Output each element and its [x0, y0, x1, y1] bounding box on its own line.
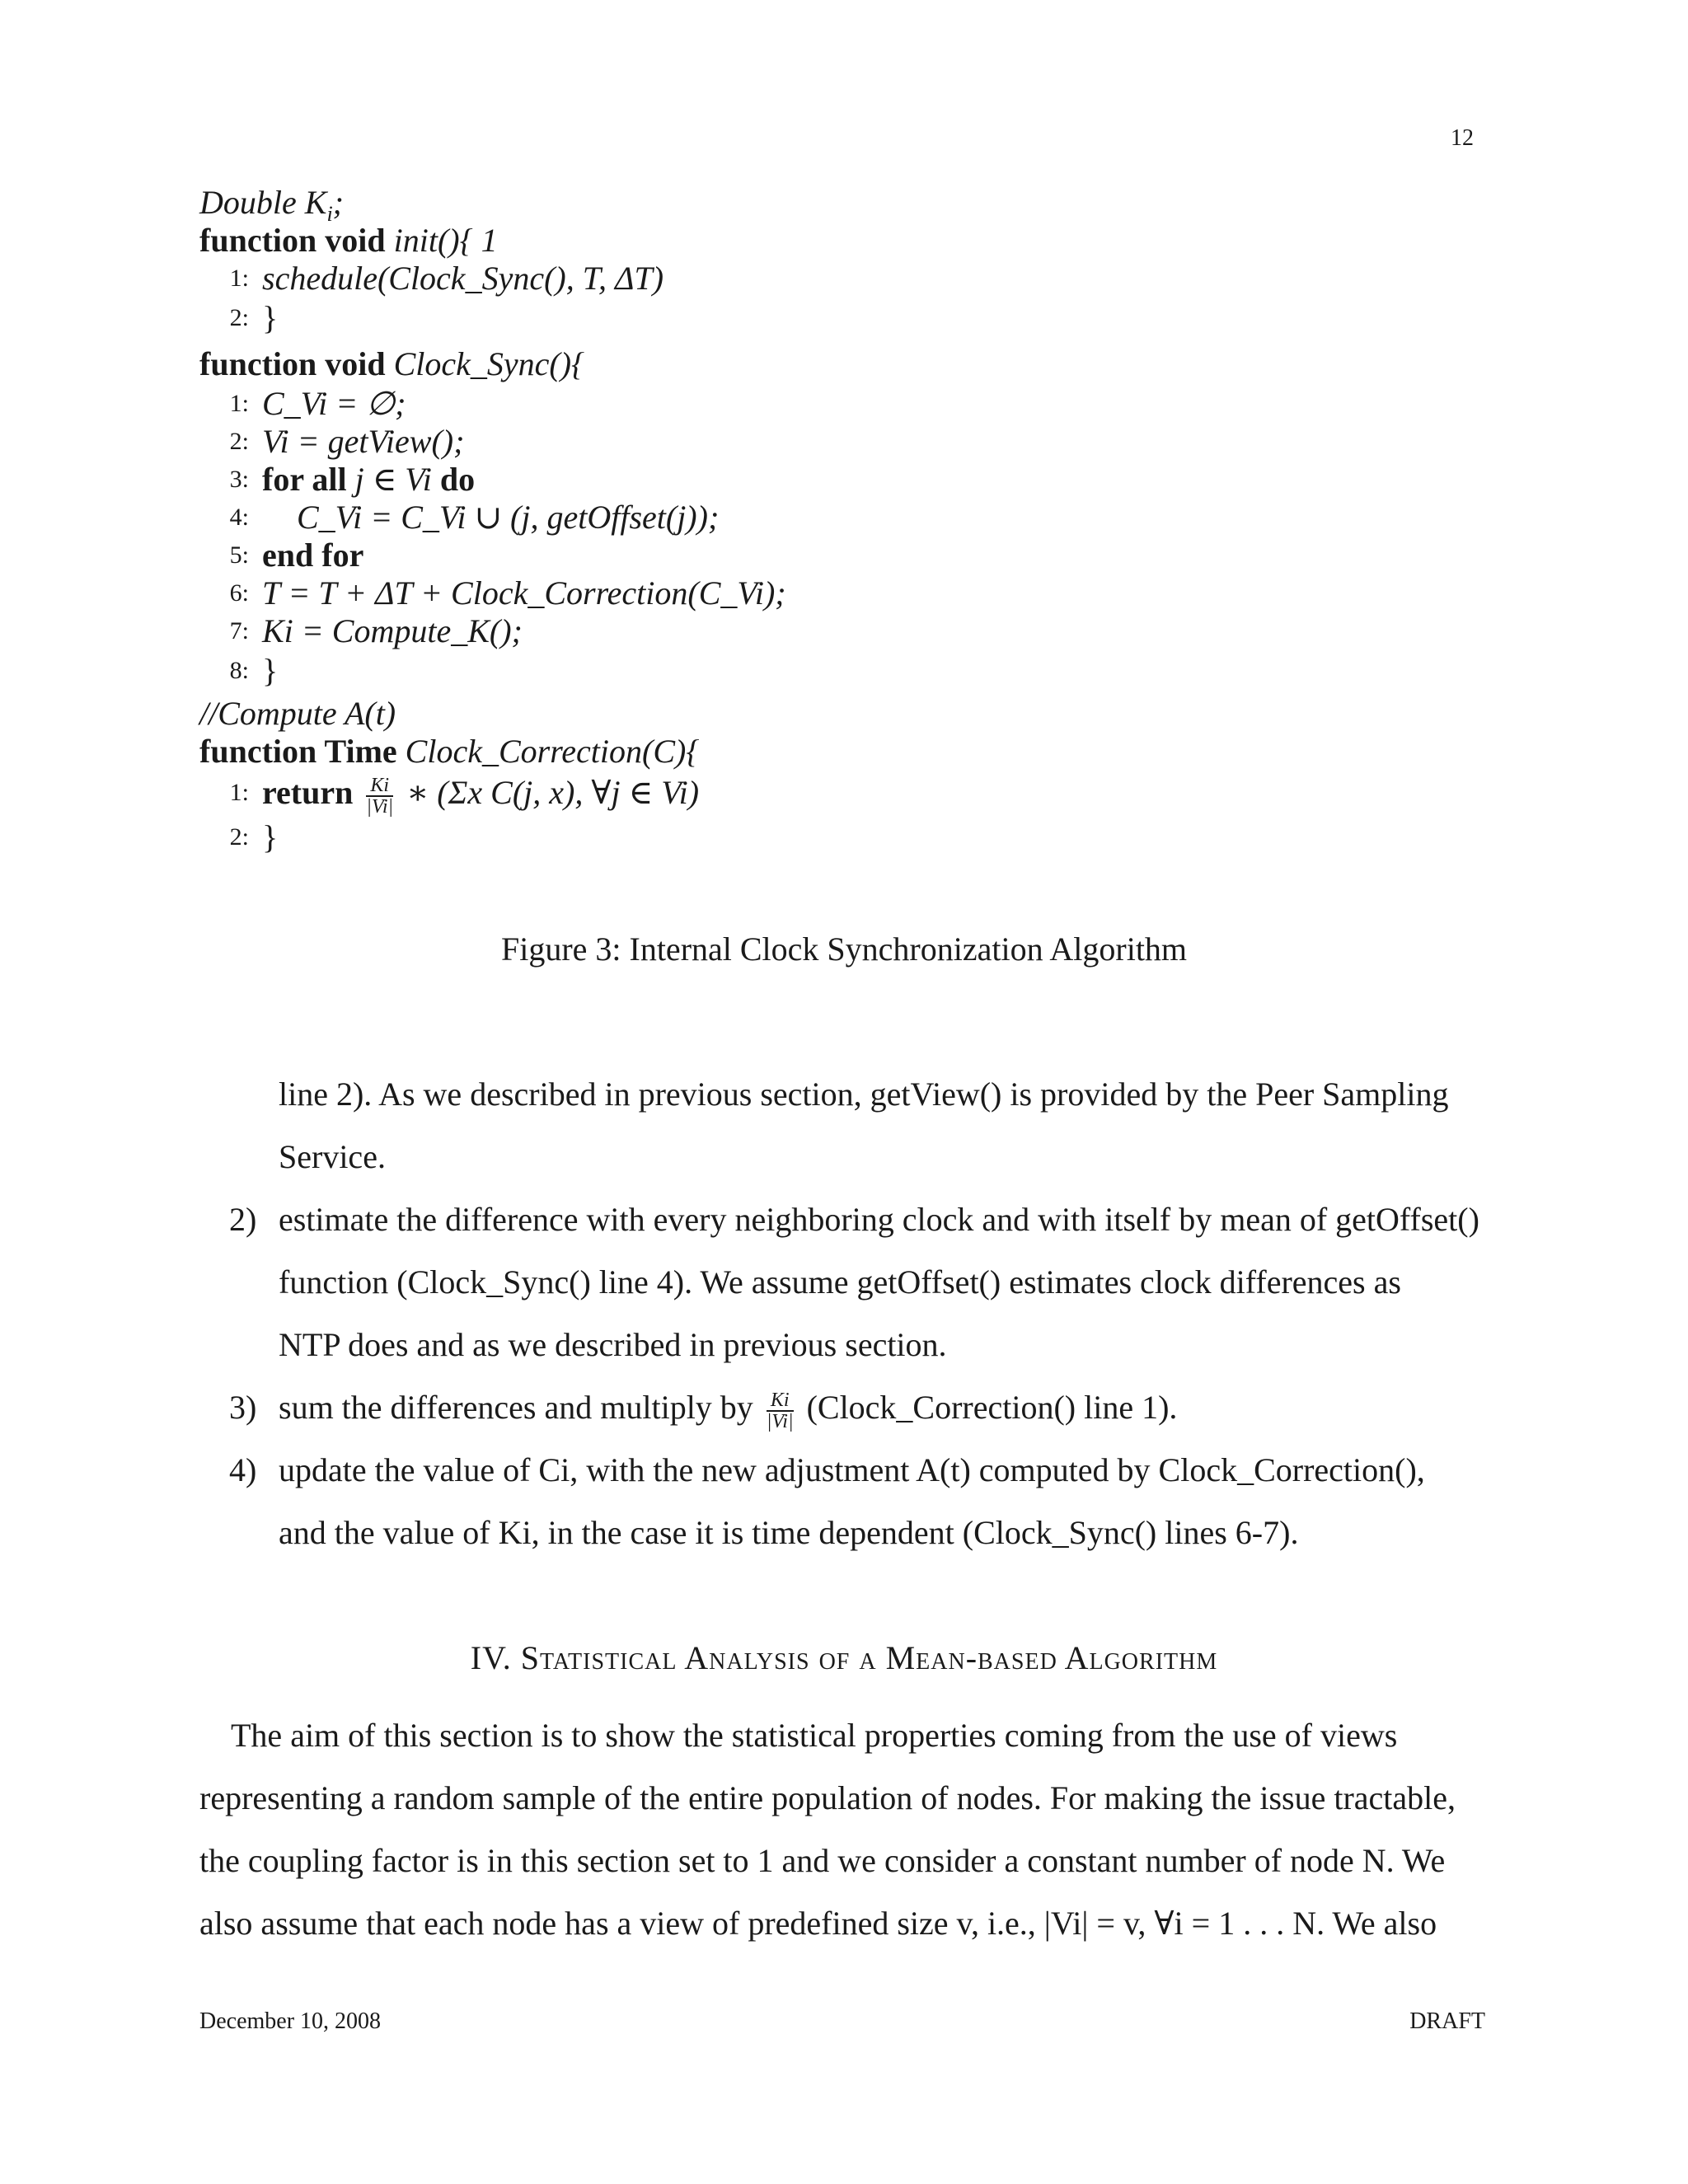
- body-line-4: also assume that each node has a view of predefined size v, i.e., |Vi| = v, ∀i = 1 . . . N. We also: [199, 1905, 1437, 1942]
- item-number-2: 2): [229, 1201, 257, 1238]
- item-4-line-2: and the value of Ki, in the case it is time dependent (Clock_Sync() lines 6-7).: [279, 1514, 1299, 1551]
- item-number-4: 4): [229, 1451, 257, 1488]
- item-2-line-3: NTP does and as we described in previous section.: [279, 1326, 947, 1363]
- body-line-1: The aim of this section is to show the statistical properties coming from the use of views: [231, 1717, 1398, 1754]
- figure-caption: Figure 3: Internal Clock Synchronization Algorithm: [500, 930, 1188, 968]
- body-line-3: the coupling factor is in this section set to 1 and we consider a constant number of node N. We: [199, 1842, 1446, 1879]
- item-3-line-1: sum the differences and multiply by $\frac{Ki}{|Vi|}$ (Clock_Correction() line 1).: [279, 1389, 1178, 1432]
- fraction: $\frac{Ki}{|Vi|}$: [366, 774, 394, 818]
- footer-status: DRAFT: [1409, 2008, 1485, 2034]
- comment-line: //Compute A(t): [199, 695, 396, 732]
- footer-date: December 10, 2008: [199, 2008, 382, 2034]
- correction-header: function Time Clock_Correction(C){: [199, 733, 700, 770]
- continuation-line-1: line 2). As we described in previous section, getView() is provided by the Peer Sampling: [279, 1076, 1449, 1113]
- sync-header: function void Clock_Sync(){: [199, 345, 585, 382]
- section-heading: IV. Statistical Analysis of a Mean-based Algorithm: [470, 1639, 1218, 1676]
- item-4-line-1: update the value of Ci, with the new adjustment A(t) computed by Clock_Correction(),: [279, 1451, 1425, 1488]
- item-2-line-2: function (Clock_Sync() line 4). We assume getOffset() estimates clock differences as: [279, 1263, 1401, 1301]
- item-2-line-1: estimate the difference with every neighboring clock and with itself by mean of getOffset(): [279, 1201, 1479, 1238]
- body-line-2: representing a random sample of the entire population of nodes. For making the issue tractable,: [199, 1779, 1456, 1816]
- init-header: function void init(){ 1: [199, 222, 498, 259]
- continuation-line-2: Service.: [279, 1138, 386, 1175]
- fraction: $\frac{Ki}{|Vi|}$: [766, 1389, 794, 1432]
- declaration: Double $K_i$;: [199, 184, 344, 226]
- paper-page: 12 Double $K_i$; function void init(){ 1 1: schedule(Clock_Sync(), T, ΔT) 2: } function void Clock_Sync(){ 1: C_Vi = ∅; 2: Vi = getView(); 3: for all j ∈ Vi do 4: C_Vi = C_Vi ∪ (j, getOffset(j)); 5: end for 6: T = T + ΔT + Clock_Correction(C_Vi); 7: Ki = Compute_K(); 8: } //Compute A(t) function Time Clock_Correction(C){ 1: return $\frac{Ki}{|Vi|}$ ∗ (Σx C(j, x), ∀j ∈ Vi) 2: } Figure 3: Internal Clock Synchronization Algorithm line 2). As we described in previous section, getView() is provided by the Peer Sampling Service. 2) estimate the difference with every neighboring clock and with itself by mean of getOffset() function (Clock_Sync() line 4). We assume getOffset() estimates clock differences as NTP does and as we described in previous section. 3) sum the differences and multiply by $\frac{Ki}{|Vi|}$ (Clock_Correction() line 1). 4) update the value of Ci, with the new adjustment A(t) computed by Clock_Correction(), and the value of Ki, in the case it is time dependent (Clock_Sync() lines 6-7). IV. Statistical Analysis of a Mean-based Algorithm The aim of this section is to show the statistical properties coming from the use of views representing a random sample of the entire population of nodes. For making the issue tractable, the coupling factor is in this section set to 1 and we consider a constant number of node N. We also assume that each node has a view of predefined size v, i.e., |Vi| = v, ∀i = 1 . . . N. We also December 10, 2008 DRAFT: [0, 0, 1688, 2184]
- item-number-3: 3): [229, 1389, 257, 1426]
- page-number: 12: [1451, 125, 1474, 151]
